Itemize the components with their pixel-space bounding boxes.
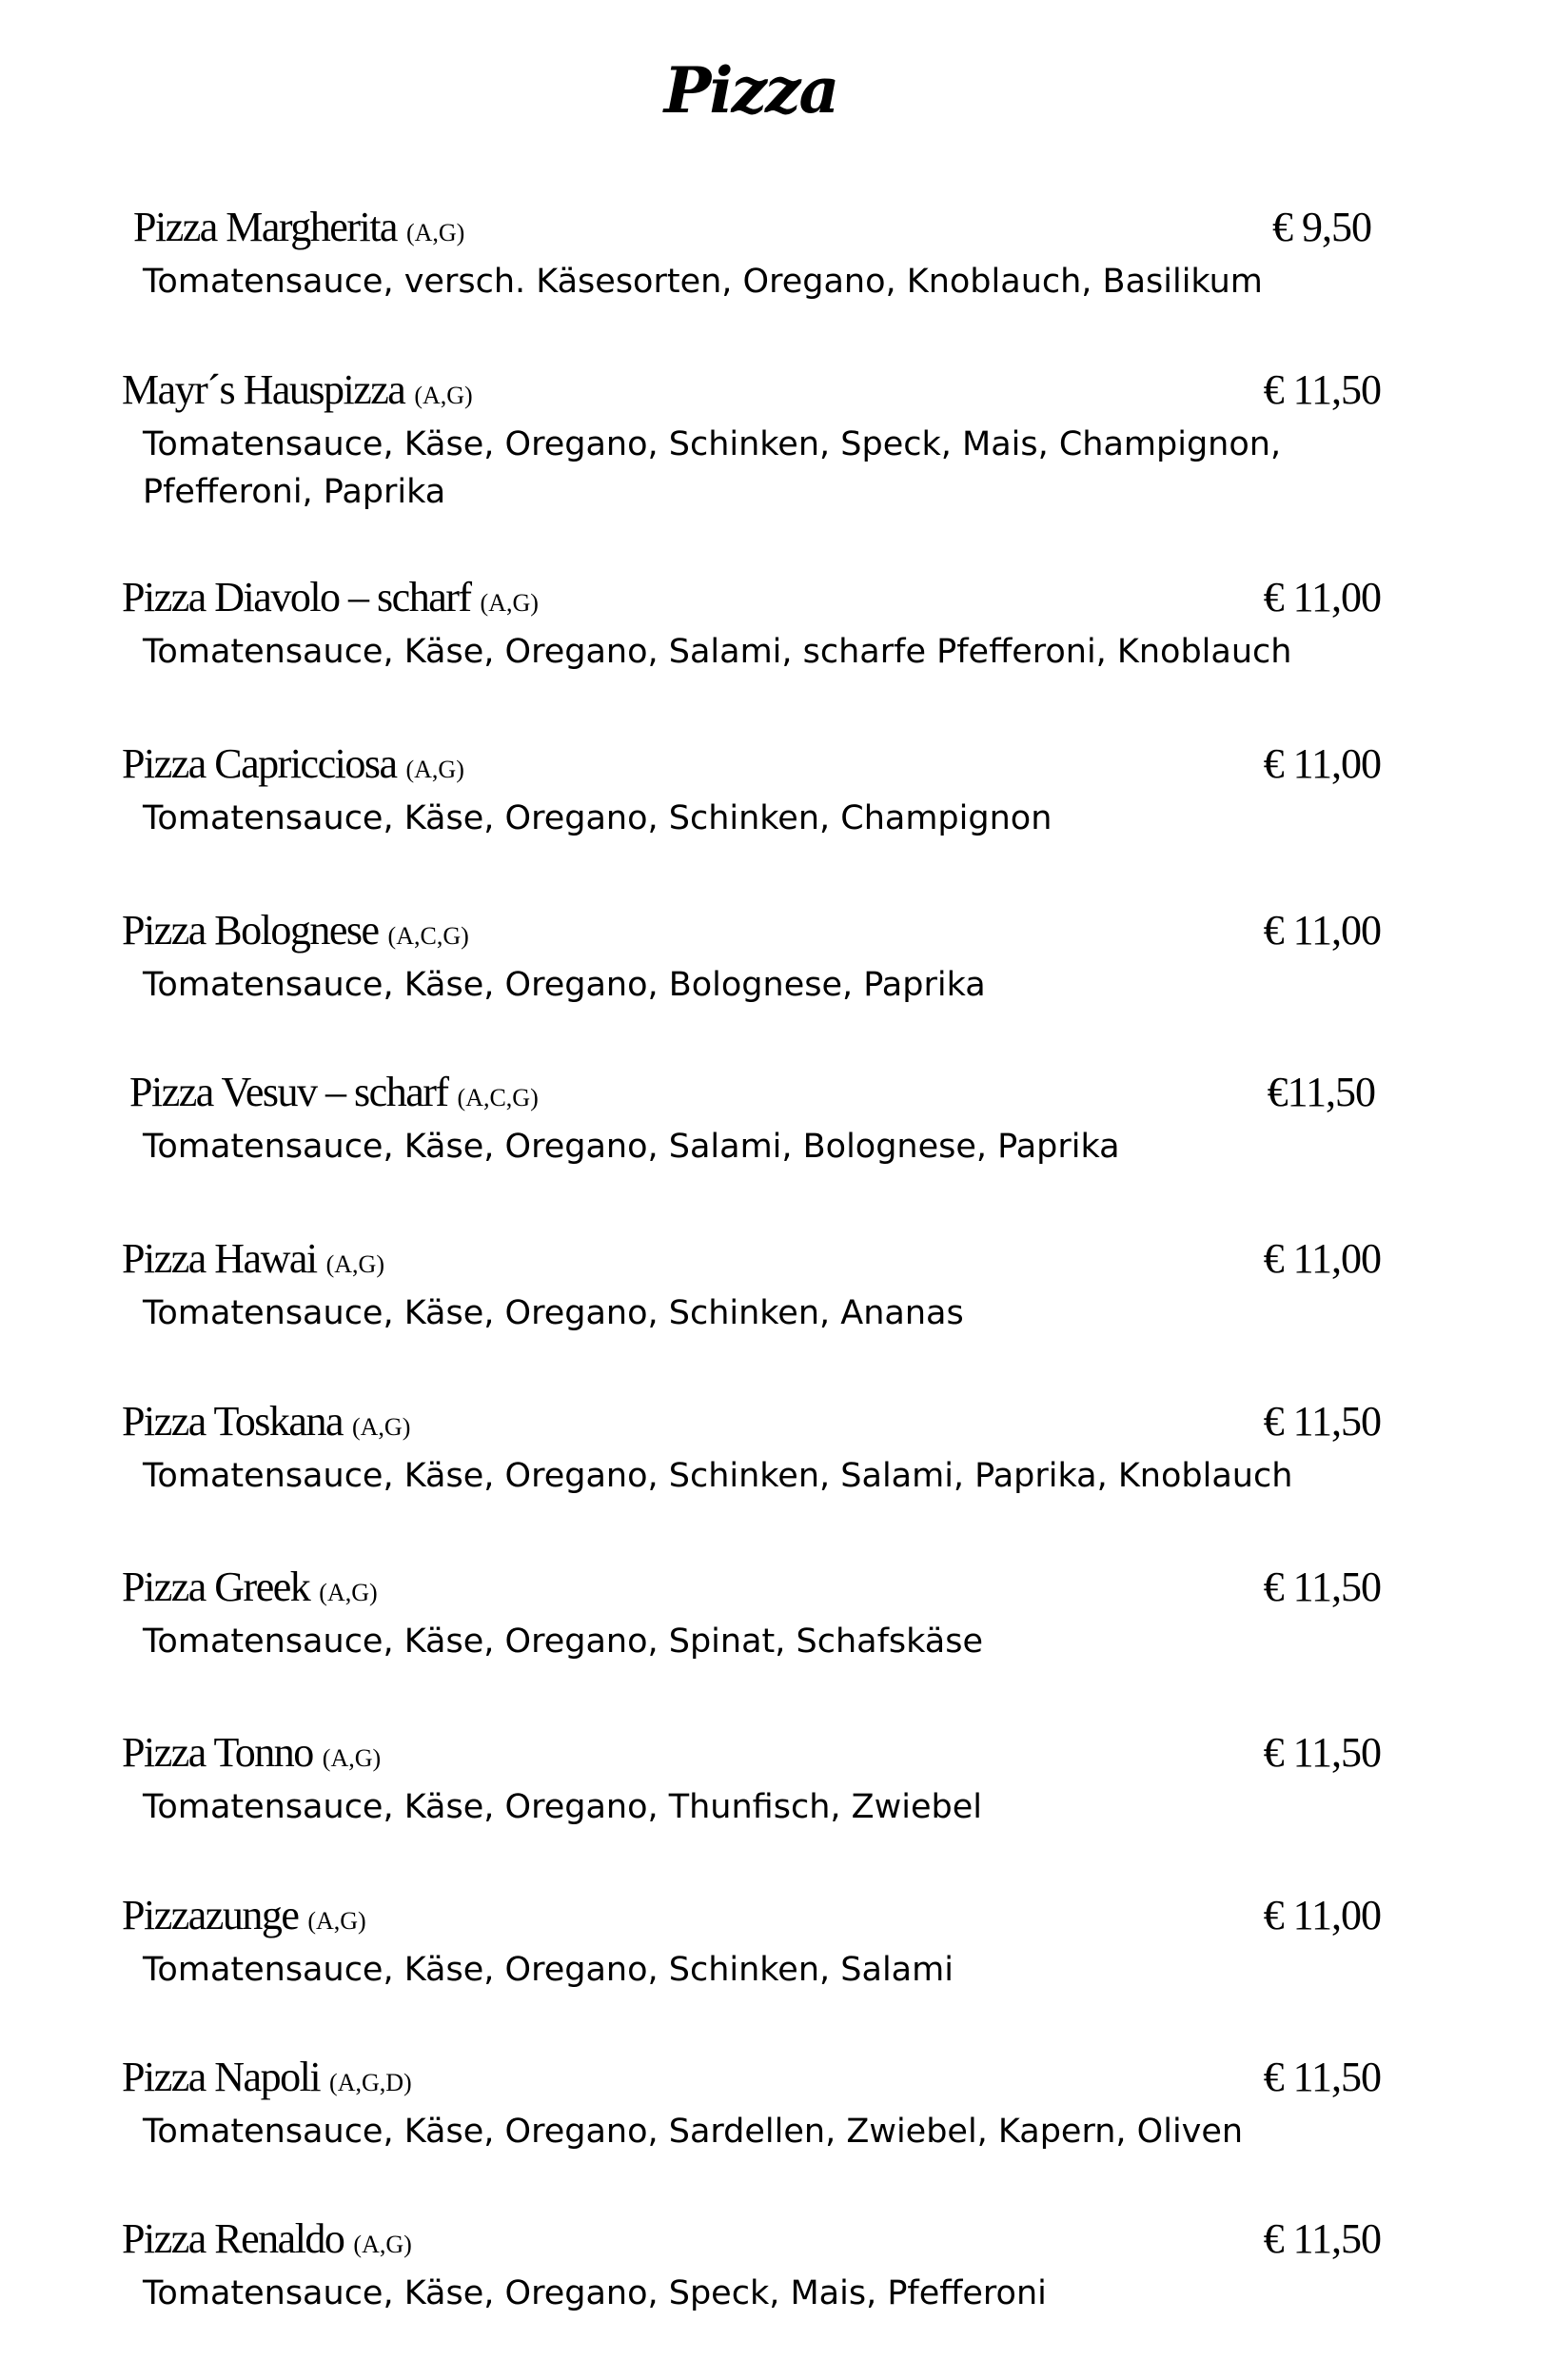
item-price: € 11,00 xyxy=(1263,1892,1381,1938)
menu-item-header xyxy=(0,569,1554,626)
item-description: Tomatensauce, Käse, Oregano, Salami, scharfe Pfefferoni, Knoblauch xyxy=(143,633,1292,671)
item-allergens: (A,G) xyxy=(353,2231,412,2258)
item-price: € 11,50 xyxy=(1263,1398,1381,1445)
item-name-text: Pizza Hawai xyxy=(122,1235,317,1282)
item-description: Tomatensauce, Käse, Oregano, Speck, Mais, Pfefferoni xyxy=(143,2274,1047,2312)
item-price: € 11,50 xyxy=(1263,1729,1381,1776)
item-price: € 9,50 xyxy=(1272,204,1371,250)
item-description: Tomatensauce, Käse, Oregano, Schinken, Salami, Paprika, Knoblauch xyxy=(143,1457,1293,1495)
item-name xyxy=(122,362,473,424)
item-name-text: Pizza Bolognese xyxy=(122,907,379,954)
item-price: € 11,00 xyxy=(1263,574,1381,620)
item-allergens: (A,G) xyxy=(322,1744,382,1772)
item-description: Tomatensauce, Käse, Oregano, Sardellen, Zwiebel, Kapern, Oliven xyxy=(143,2113,1244,2151)
item-allergens: (A,C,G) xyxy=(387,922,469,950)
item-name-text: Pizza Tonno xyxy=(122,1729,313,1776)
item-name xyxy=(122,736,464,798)
item-allergens: (A,G) xyxy=(414,382,473,409)
item-allergens: (A,G) xyxy=(325,1250,384,1278)
item-description: Tomatensauce, Käse, Oregano, Spinat, Schafskäse xyxy=(143,1623,984,1661)
item-price: €11,50 xyxy=(1267,1069,1375,1115)
item-name-text: Pizza Capricciosa xyxy=(122,740,397,787)
item-description: Tomatensauce, Käse, Oregano, Schinken, Ananas xyxy=(143,1294,964,1332)
item-description: Tomatensauce, Käse, Oregano, Salami, Bolognese, Paprika xyxy=(143,1128,1120,1166)
item-name-text: Pizza Vesuv – scharf xyxy=(129,1069,448,1115)
menu-item-header xyxy=(0,1064,1554,1121)
item-name xyxy=(133,199,464,262)
item-price: € 11,00 xyxy=(1263,740,1381,787)
item-name xyxy=(129,1064,539,1127)
menu-item-header xyxy=(0,736,1554,793)
item-name-text: Mayr´s Hauspizza xyxy=(122,366,405,413)
item-name-text: Pizza Renaldo xyxy=(122,2215,344,2262)
item-name-text: Pizza Toskana xyxy=(122,1398,343,1445)
item-allergens: (A,G) xyxy=(405,756,464,783)
item-allergens: (A,G) xyxy=(319,1579,378,1606)
menu-item-header xyxy=(0,1724,1554,1781)
item-price: € 11,50 xyxy=(1263,2054,1381,2100)
item-allergens: (A,G,D) xyxy=(329,2069,412,2096)
item-allergens: (A,C,G) xyxy=(457,1084,539,1111)
item-allergens: (A,G) xyxy=(405,219,465,246)
menu-item-header xyxy=(0,199,1554,256)
item-description: Tomatensauce, Käse, Oregano, Thunfisch, Zwiebel xyxy=(143,1788,982,1826)
page-title: Pizza xyxy=(663,53,838,128)
item-price: € 11,50 xyxy=(1263,2215,1381,2262)
item-allergens: (A,G) xyxy=(480,589,539,617)
item-name-text: Pizzazunge xyxy=(122,1892,299,1938)
item-description: Tomatensauce, Käse, Oregano, Schinken, Speck, Mais, Champignon, Pfefferoni, Paprika xyxy=(143,425,1282,511)
item-name xyxy=(122,1559,378,1622)
menu-item-header xyxy=(0,1230,1554,1288)
item-name xyxy=(122,1887,366,1950)
menu-item-header xyxy=(0,362,1554,419)
item-name-text: Pizza Greek xyxy=(122,1564,310,1610)
item-name xyxy=(122,569,539,632)
item-name xyxy=(122,2211,412,2273)
menu-item-header xyxy=(0,1887,1554,1944)
item-name xyxy=(122,1393,410,1456)
menu-item-header xyxy=(0,1393,1554,1450)
item-name-text: Pizza Diavolo – scharf xyxy=(122,574,471,620)
item-name-text: Pizza Margherita xyxy=(133,204,397,250)
item-name xyxy=(122,902,469,965)
item-description: Tomatensauce, Käse, Oregano, Schinken, Salami xyxy=(143,1951,954,1989)
menu-item-header xyxy=(0,902,1554,959)
menu-item-header xyxy=(0,2049,1554,2106)
item-allergens: (A,G) xyxy=(307,1907,366,1935)
menu-item-header xyxy=(0,1559,1554,1616)
item-description: Tomatensauce, versch. Käsesorten, Oregano, Knoblauch, Basilikum xyxy=(143,263,1263,301)
item-price: € 11,00 xyxy=(1263,1235,1381,1282)
item-description: Tomatensauce, Käse, Oregano, Bolognese, Paprika xyxy=(143,966,986,1004)
item-name xyxy=(122,1230,384,1293)
item-name xyxy=(122,2049,412,2112)
item-price: € 11,00 xyxy=(1263,907,1381,954)
item-price: € 11,50 xyxy=(1263,366,1381,413)
item-description: Tomatensauce, Käse, Oregano, Schinken, Champignon xyxy=(143,799,1052,837)
item-allergens: (A,G) xyxy=(351,1413,411,1441)
menu-item-header xyxy=(0,2211,1554,2268)
item-name-text: Pizza Napoli xyxy=(122,2054,321,2100)
item-name xyxy=(122,1724,381,1787)
item-price: € 11,50 xyxy=(1263,1564,1381,1610)
